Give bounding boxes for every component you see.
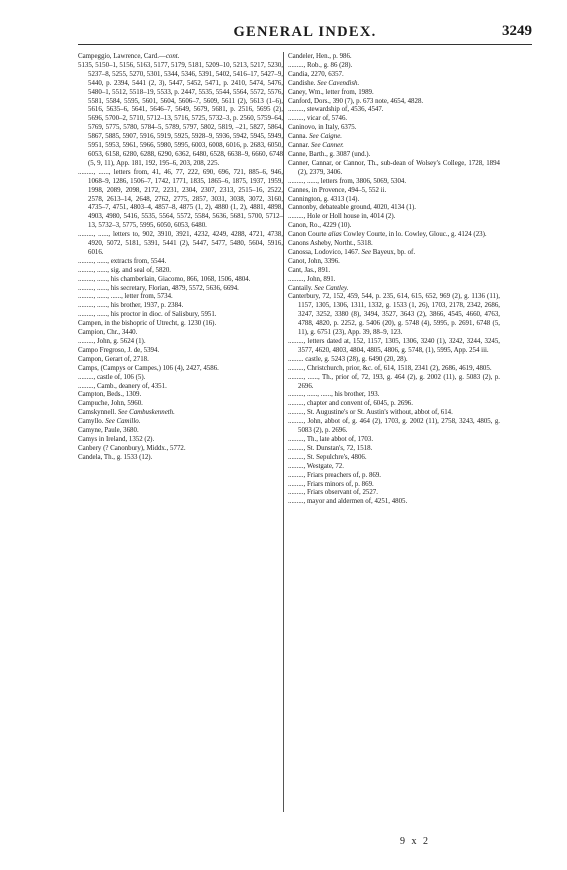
page-header xyxy=(78,22,532,45)
index-entry xyxy=(288,391,500,400)
left-column xyxy=(78,53,283,463)
index-entry xyxy=(288,267,500,276)
index-entry xyxy=(78,285,283,294)
entry-heading: Campeggio, Lawrence, Card.— xyxy=(78,53,166,60)
entry-heading: Campuche, John, 5960. xyxy=(78,400,143,408)
index-entry xyxy=(288,374,500,392)
entry-text: alias xyxy=(328,231,342,239)
index-entry xyxy=(288,276,500,285)
entry-text: ........., ......, Th., prior of, 72, 193, g. 464 (2), g. 2002 (11), g. 5083 (2), p. 2696. xyxy=(288,373,500,390)
entry-text: ........., ......, his brother, 1937, p. 2384. xyxy=(78,302,184,310)
entry-text: Cowley Courte, in lo. Cowley, Glouc., g. 4124 (23). xyxy=(341,231,487,239)
index-entry xyxy=(288,62,500,71)
index-entry xyxy=(288,285,500,294)
entry-heading: Canterbury, 72, 152, 459, 544, p. 235, 614, 615, 652, 969 (2), g. 1136 (11), 1157, 1305, 1306, 1311, 1332, g. 1533 (1, 26), 1703, 2178, 2342, 2686, 3247, 3252, 3380 (8), 3494, 3527, 3643 (2), 3866, 4545, 4660, 4763, 4788, 4820, p. 2252, g. 5406 (20), g. 5748 (4), 5995, p. 2691, 6748 (5, 11), g. 6751 (23), App. 39, 88–9, 123. xyxy=(288,293,500,337)
index-entry xyxy=(288,124,500,133)
entry-text: ........., Westgate, 72. xyxy=(288,462,344,470)
entry-text: ........., ......, his chamberlain, Giacomo, 866, 1068, 1506, 4804. xyxy=(78,275,251,283)
entry-text: ........., ......, extracts from, 5544. xyxy=(78,257,167,265)
index-entry xyxy=(288,338,500,356)
index-entry xyxy=(78,427,283,436)
index-entry xyxy=(288,472,500,481)
entry-heading: Canons Asheby, Northt., 5318. xyxy=(288,240,373,248)
entry-heading: Caninovo, in Italy, 6375. xyxy=(288,124,357,132)
index-entry xyxy=(78,454,283,463)
entry-text: ........., Rob., g. 86 (28). xyxy=(288,61,353,69)
entry-text: ........., Th., late abbot of, 1703. xyxy=(288,435,374,443)
entry-text: Bayeux, bp. of. xyxy=(371,248,416,256)
index-entry xyxy=(288,204,500,213)
entry-heading: Cantaily. xyxy=(288,284,315,292)
index-entry xyxy=(288,293,500,338)
page-title: GENERAL INDEX. xyxy=(233,24,377,40)
index-entry xyxy=(288,258,500,267)
index-entry xyxy=(78,276,283,285)
index-entry xyxy=(288,89,500,98)
entry-heading: Camskynnell. xyxy=(78,409,118,417)
index-entry xyxy=(78,302,283,311)
index-entry xyxy=(78,374,283,383)
entry-heading: Cant, Jas., 891. xyxy=(288,266,331,274)
entry-text: ........., stewardship of, 4536, 4547. xyxy=(288,106,384,114)
index-entry xyxy=(78,391,283,400)
entry-text: ........., John, g. 5624 (1). xyxy=(78,338,146,345)
entry-text: ........., Christchurch, prior, &c. of, 614, 1518, 2341 (2), 2686, 4619, 4805. xyxy=(288,364,492,372)
index-entry xyxy=(78,320,283,329)
index-entry xyxy=(78,418,283,427)
entry-heading: Canon, Ro., 4229 (10). xyxy=(288,222,352,230)
index-entry xyxy=(78,445,283,454)
index-entry xyxy=(78,293,283,302)
entry-text: ........., St. Dunstan's, 72, 1518. xyxy=(288,444,373,452)
index-entry xyxy=(78,338,283,347)
entry-heading: Cannonby, debateable ground, 4020, 4134 (1). xyxy=(288,204,416,212)
entry-text: ........., ......, sig. and seal of, 5820. xyxy=(78,266,172,274)
entry-heading: Caney, Wm., letter from, 1989. xyxy=(288,88,374,96)
entry-heading: Cannar. xyxy=(288,142,311,150)
index-entry xyxy=(78,329,283,338)
index-entry xyxy=(288,115,500,124)
index-entry xyxy=(288,498,500,507)
entry-text: ........., Friars minors of, p. 869. xyxy=(288,480,374,488)
column-divider xyxy=(283,52,284,812)
index-entry xyxy=(288,400,500,409)
index-entry xyxy=(288,249,500,258)
entry-text: ........., Hole or Holl house in, 4014 (2). xyxy=(288,213,396,221)
index-entry xyxy=(288,365,500,374)
index-entry xyxy=(78,356,283,365)
entry-text: ........., Friars observant of, 2527. xyxy=(288,489,378,497)
entry-heading: Campon, Gerart of, 2718. xyxy=(78,355,149,363)
entry-text: See Cavendish. xyxy=(317,79,360,87)
entry-heading: Canbery (? Canonbury), Middx., 5772. xyxy=(78,444,186,452)
index-entry xyxy=(288,80,500,89)
index-entry xyxy=(78,258,283,267)
entry-heading: Candela, Th., g. 1533 (12). xyxy=(78,453,153,461)
entry-heading: Camps, (Campys or Campes,) 106 (4), 2427, 4586. xyxy=(78,364,219,372)
right-column xyxy=(288,53,500,507)
index-entry xyxy=(78,169,283,231)
entry-text: ........., vicar of, 5746. xyxy=(288,115,348,123)
entry-text: ........., ......, ......, letter from, 5734. xyxy=(78,293,173,301)
entry-heading: Cannington, g. 4313 (14). xyxy=(288,195,360,203)
entry-text: ........., chapter and convent of, 6045, p. 2696. xyxy=(288,400,413,408)
index-entry xyxy=(288,178,500,187)
entry-heading: Campo Fregroso, J. de, 5394. xyxy=(78,346,160,354)
index-entry xyxy=(78,267,283,276)
entry-heading: Cannes, in Provence, 494–5, 552 ii. xyxy=(288,186,387,194)
entry-heading: Campion, Chr., 3440. xyxy=(78,329,138,337)
entry-text: ........., ......, letters to, 902, 3910, 3921, 4232, 4249, 4288, 4721, 4738, 4920, 5072, 5181, 5391, 5441 (2), 5447, 5477, 5480, 5604, 5916, 6016. xyxy=(78,231,283,256)
signature-mark: 9 x 2 xyxy=(400,836,430,847)
index-entry xyxy=(78,409,283,418)
index-entry xyxy=(288,489,500,498)
index-entry xyxy=(78,383,283,392)
index-entry xyxy=(288,222,500,231)
entry-text: ........., ......, letters from, 41, 46, 77, 222, 690, 696, 721, 885–6, 946, 1068–9, 1286, 1506–7, 1742, 1771, 1835, 1865–6, 1875, 1937, 1959, 1998, 2089, 2098, 2172, 2231, 2304, 2307, 2313, 2515–16, 2522, 2578, 2613–14, 2648, 2762, 2775, 2857, 3031, 3038, 3072, 3160, 4735–7, 4751, 4803–4, 4857–8, 4875 (1, 2), 4880 (1, 2), 4881, 4898, 4903, 4980, 5416, 5535, 5564, 5572, 5584, 5636, 5681, 5700, 5712–13, 5732–3, 5775, 5995, 6050, 6053, 6480. xyxy=(78,168,283,230)
entry-text: ........., ......, letters from, 3806, 5069, 5304. xyxy=(288,177,407,185)
entry-heading: Campen, in the bishopric of Utrecht, g. 1230 (16). xyxy=(78,320,217,328)
index-entry xyxy=(288,240,500,249)
entry-text: ........., St. Augustine's or St. Austin's without, abbot of, 614. xyxy=(288,409,453,417)
entry-heading: Canne, Barth., g. 3087 (und.). xyxy=(288,150,371,158)
index-entry xyxy=(288,106,500,115)
entry-text: See Cambuskenneth. xyxy=(117,409,175,417)
page-number: 3249 xyxy=(502,23,532,39)
index-entry xyxy=(288,71,500,80)
index-entry xyxy=(78,53,283,62)
entry-heading: Camyne, Paule, 3680. xyxy=(78,427,139,435)
entry-heading: Canford, Dors., 390 (7), p. 673 note, 4654, 4828. xyxy=(288,97,424,105)
index-entry xyxy=(78,62,283,169)
entry-heading: Camys in Ireland, 1352 (2). xyxy=(78,435,155,443)
entry-heading: Candishe. xyxy=(288,79,318,87)
index-entry xyxy=(288,160,500,178)
index-entry xyxy=(288,196,500,205)
entry-text: See Canner. xyxy=(310,142,344,150)
entry-text: ......... castle, g. 5243 (28), g. 6490 (20, 28). xyxy=(288,355,408,363)
entry-heading: Candeler, Hen., p. 986. xyxy=(288,53,352,60)
index-entry xyxy=(288,142,500,151)
index-entry xyxy=(78,231,283,258)
index-entry xyxy=(78,400,283,409)
entry-text: ........., ......, his proctor in dioc. of Salisbury, 5951. xyxy=(78,311,217,319)
index-entry xyxy=(288,53,500,62)
entry-heading: Camyllo. xyxy=(78,418,106,426)
index-entry xyxy=(288,463,500,472)
entry-heading: Canot, John, 3396. xyxy=(288,257,340,265)
entry-heading: Candia, 2270, 6357. xyxy=(288,70,344,78)
index-entry xyxy=(288,356,500,365)
entry-heading: Canossa, Lodovico, 1467. xyxy=(288,248,362,256)
entry-text: ........., Friars preachers of, p. 869. xyxy=(288,471,381,479)
index-entry xyxy=(288,151,500,160)
entry-text: ........., castle of, 106 (5). xyxy=(78,373,146,381)
entry-text: 5135, 5150–1, 5156, 5163, 5177, 5179, 5181, 5209–10, 5213, 5217, 5230, 5237–8, 5255, 5270, 5301, 5344, 5346, 5391, 5402, 5416–17, 5427–9, 5440, p. 2394, 5441 (2, 3), 5447, 5452, 5471, p. 2410, 5474, 5476, 5480–1, 5512, 5518–19, 5533, p. 2447, 5535, 5544, 5564, 5572, 5576, 5581, 5584, 5595, 5601, 5604, 5606–7, 5609, 5611 (2), 5613 (1–6), 5616, 5635–6, 5641, 5646–7, 5649, 5679, 5681, p. 2516, 5695 (2), 5696, 5700–2, 5710, 5712–13, 5716, 5725, 5732–3, p. 2560, 5759–64, 5769, 5775, 5780, 5784–5, 5789, 5797, 5802, 5819, –21, 5827, 5864, 5867, 5885, 5907, 5916, 5919, 5925, 5928–9, 5936, 5942, 5945, 5949, 5951, 5953, 5961, 5966, 5980, 5995, 6003, 6008, 6016, p. 2683, 6050, 6053, 6158, 6280, 6288, 6290, 6362, 6480, 6528, 6638–9, 6660, 6748 (5, 9, 11), App. 181, 192, 195–6, 203, 208, 225. xyxy=(78,61,283,167)
entry-text: See Camillo. xyxy=(105,418,141,426)
entry-text: See Caigne. xyxy=(309,133,342,141)
entry-text: ........., letters dated at, 152, 1157, 1305, 1306, 3240 (1), 3242, 3244, 3245, 3577, 4620, 4803, 4804, 4805, 4806, g. 5748, (1), 5995, App. 254 iii. xyxy=(288,338,500,354)
entry-text: See xyxy=(361,248,372,256)
entry-heading: Canna. xyxy=(288,133,310,141)
index-entry xyxy=(288,133,500,142)
entry-text: cont. xyxy=(165,53,180,60)
index-entry xyxy=(288,213,500,222)
index-entry xyxy=(288,98,500,107)
index-entry xyxy=(78,311,283,320)
index-entry xyxy=(288,409,500,418)
index-entry xyxy=(78,347,283,356)
entry-heading: Canner, Cannar, or Cannor, Th., sub-dean of Wolsey's College, 1728, 1894 (2), 2379, 3406. xyxy=(288,159,500,176)
index-entry xyxy=(288,481,500,490)
entry-text: ........., ......, ......, his brother, 193. xyxy=(288,391,380,399)
index-entry xyxy=(78,365,283,374)
index-entry xyxy=(78,436,283,445)
index-entry xyxy=(288,454,500,463)
index-entry xyxy=(288,187,500,196)
entry-heading: Canon Courte xyxy=(288,231,329,239)
entry-text: See Cantley. xyxy=(314,284,349,292)
index-entry xyxy=(288,436,500,445)
entry-text: ........., Camb., deanery of, 4351. xyxy=(78,382,167,390)
entry-text: ........., John, 891. xyxy=(288,275,336,283)
entry-heading: Campton, Beds., 1309. xyxy=(78,391,142,399)
entry-text: ........., St. Sepulchre's, 4806. xyxy=(288,453,367,461)
index-entry xyxy=(288,231,500,240)
index-entry xyxy=(288,445,500,454)
entry-text: ........., John, abbot of, g. 464 (2), 1703, g. 2002 (11), 2758, 3243, 4805, g. 5083 (2), p. 2696. xyxy=(288,418,500,435)
entry-text: ........., ......, his secretary, Florian, 4879, 5572, 5636, 6694. xyxy=(78,284,239,292)
index-entry xyxy=(288,418,500,436)
entry-text: ........., mayor and aldermen of, 4251, 4805. xyxy=(288,498,408,506)
